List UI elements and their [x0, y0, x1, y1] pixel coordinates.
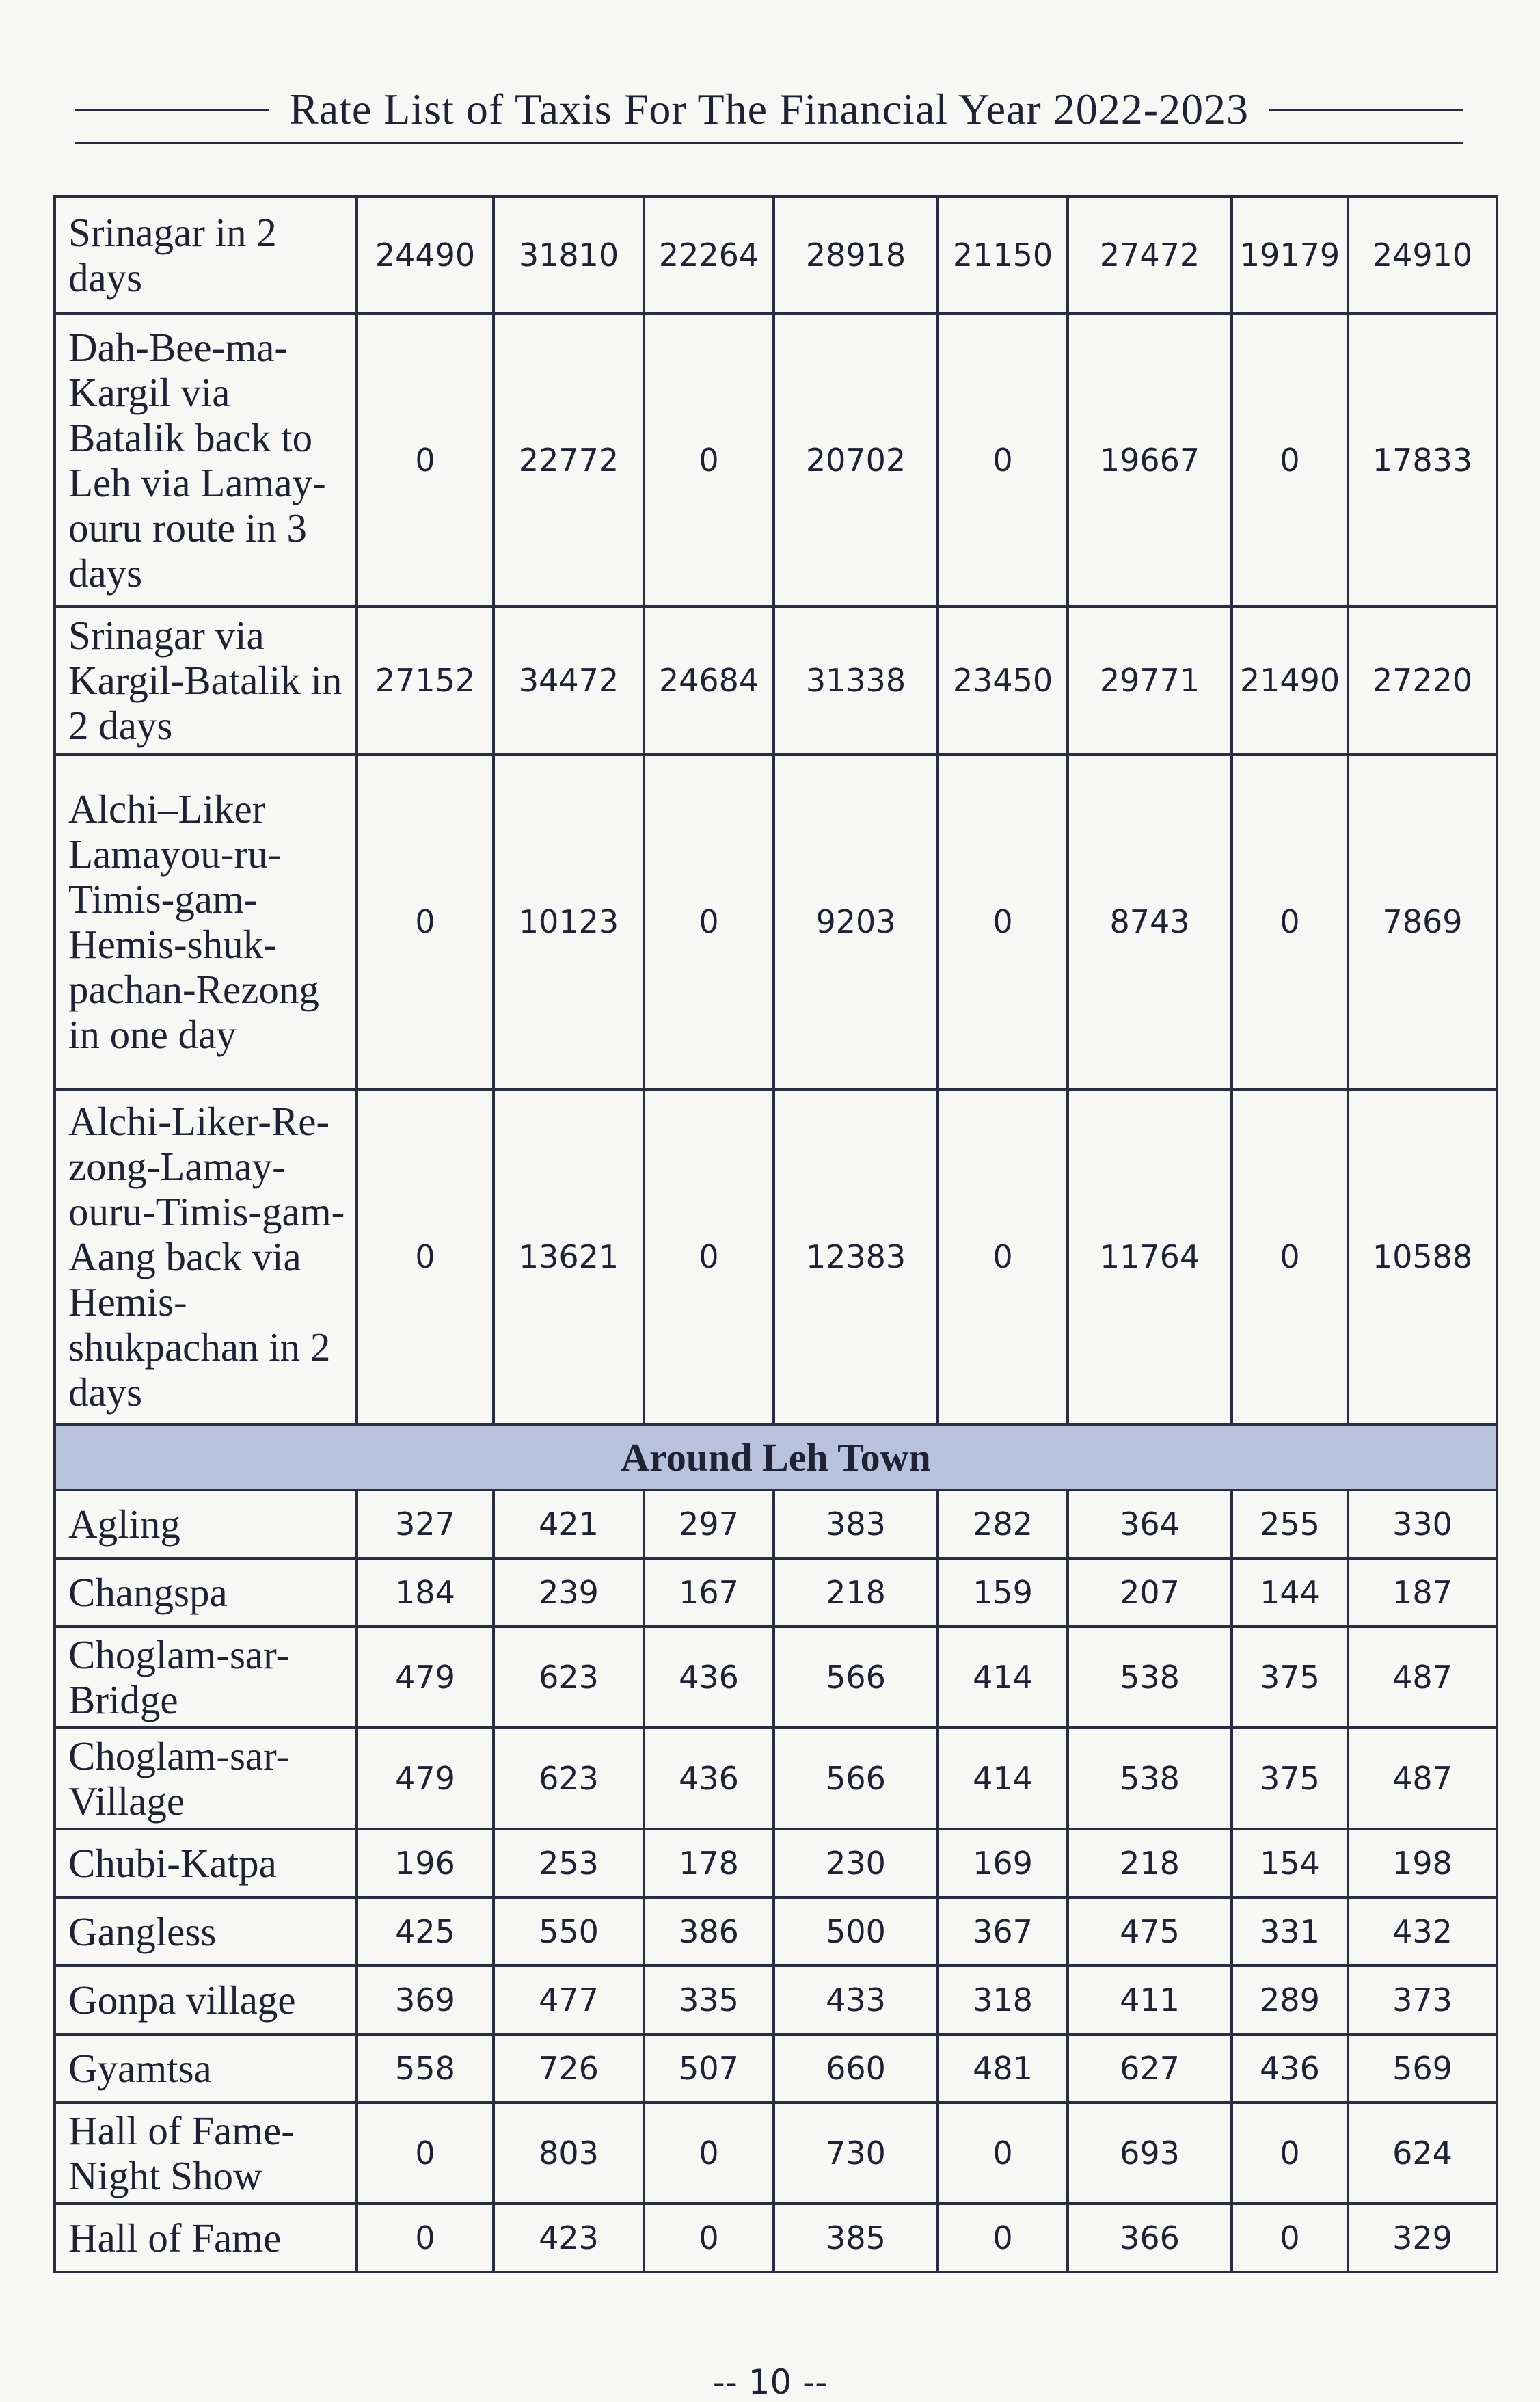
fare-cell: 318: [938, 1966, 1068, 2034]
fare-cell: 22264: [644, 196, 774, 314]
table-row: [55, 606, 1497, 754]
fare-cell: 479: [357, 1627, 494, 1728]
fare-cell: 558: [357, 2034, 494, 2103]
page-number: -- 10 --: [712, 2362, 828, 2402]
fare-cell: 10588: [1348, 1089, 1497, 1424]
fare-cell: 0: [1232, 2204, 1348, 2272]
table-row: [55, 2034, 1497, 2103]
fare-cell: 693: [1068, 2103, 1232, 2204]
fare-cell: 10123: [494, 754, 644, 1089]
fare-cell: 627: [1068, 2034, 1232, 2103]
fare-cell: 0: [644, 2204, 774, 2272]
header-rule-left: [75, 109, 269, 111]
fare-cell: 0: [938, 314, 1068, 606]
fare-cell: 12383: [774, 1089, 938, 1424]
fare-cell: 500: [774, 1897, 938, 1966]
fare-cell: 159: [938, 1558, 1068, 1627]
fare-cell: 364: [1068, 1490, 1232, 1558]
fare-cell: 24490: [357, 196, 494, 314]
fare-cell: 22772: [494, 314, 644, 606]
fare-cell: 425: [357, 1897, 494, 1966]
fare-cell: 487: [1348, 1728, 1497, 1829]
fare-cell: 21150: [938, 196, 1068, 314]
fare-cell: 477: [494, 1966, 644, 2034]
fare-cell: 383: [774, 1490, 938, 1558]
fare-cell: 569: [1348, 2034, 1497, 2103]
fare-cell: 538: [1068, 1728, 1232, 1829]
route-name: Agling: [55, 1490, 357, 1558]
fare-cell: 436: [644, 1728, 774, 1829]
fare-cell: 184: [357, 1558, 494, 1627]
fare-cell: 23450: [938, 606, 1068, 754]
fare-cell: 623: [494, 1728, 644, 1829]
fare-cell: 373: [1348, 1966, 1497, 2034]
fare-cell: 421: [494, 1490, 644, 1558]
fare-cell: 0: [1232, 2103, 1348, 2204]
page-title: Rate List of Taxis For The Financial Year 2022-2023: [289, 85, 1249, 133]
fare-cell: 369: [357, 1966, 494, 2034]
fare-cell: 154: [1232, 1829, 1348, 1897]
fare-cell: 230: [774, 1829, 938, 1897]
fare-cell: 289: [1232, 1966, 1348, 2034]
fare-cell: 375: [1232, 1627, 1348, 1728]
section-row: [55, 1424, 1497, 1490]
fare-cell: 423: [494, 2204, 644, 2272]
fare-cell: 7869: [1348, 754, 1497, 1089]
fare-cell: 0: [357, 2103, 494, 2204]
fare-cell: 432: [1348, 1897, 1497, 1966]
fare-cell: 386: [644, 1897, 774, 1966]
section-title: Around Leh Town: [55, 1424, 1497, 1490]
fare-cell: 178: [644, 1829, 774, 1897]
fare-cell: 253: [494, 1829, 644, 1897]
page-header: [75, 79, 1463, 140]
fare-cell: 0: [357, 2204, 494, 2272]
route-name: Gangless: [55, 1897, 357, 1966]
table-row: [55, 1558, 1497, 1627]
table-row: [55, 2204, 1497, 2272]
fare-cell: 433: [774, 1966, 938, 2034]
table-row: [55, 1829, 1497, 1897]
route-name: Srinagar in 2 days: [55, 196, 357, 314]
fare-cell: 0: [1232, 754, 1348, 1089]
fare-cell: 330: [1348, 1490, 1497, 1558]
fare-cell: 566: [774, 1728, 938, 1829]
header-rule-right: [1269, 109, 1463, 111]
fare-cell: 367: [938, 1897, 1068, 1966]
route-name: Hall of Fame: [55, 2204, 357, 2272]
fare-cell: 0: [938, 754, 1068, 1089]
fare-cell: 414: [938, 1728, 1068, 1829]
fare-cell: 730: [774, 2103, 938, 2204]
fare-cell: 481: [938, 2034, 1068, 2103]
fare-cell: 0: [357, 1089, 494, 1424]
fare-cell: 31810: [494, 196, 644, 314]
fare-cell: 327: [357, 1490, 494, 1558]
fare-cell: 414: [938, 1627, 1068, 1728]
fare-cell: 726: [494, 2034, 644, 2103]
fare-cell: 19667: [1068, 314, 1232, 606]
fare-cell: 29771: [1068, 606, 1232, 754]
fare-cell: 144: [1232, 1558, 1348, 1627]
fare-cell: 255: [1232, 1490, 1348, 1558]
fare-cell: 198: [1348, 1829, 1497, 1897]
header-underline: [75, 142, 1463, 144]
route-name: Srinagar via Kargil-Batalik in 2 days: [55, 606, 357, 754]
table-row: [55, 1728, 1497, 1829]
fare-cell: 27472: [1068, 196, 1232, 314]
fare-cell: 11764: [1068, 1089, 1232, 1424]
fare-cell: 167: [644, 1558, 774, 1627]
table-row: [55, 1966, 1497, 2034]
fare-cell: 436: [644, 1627, 774, 1728]
fare-cell: 17833: [1348, 314, 1497, 606]
section-rows: [55, 1424, 1497, 1490]
fare-cell: 385: [774, 2204, 938, 2272]
fare-cell: 335: [644, 1966, 774, 2034]
route-name: Gyamtsa: [55, 2034, 357, 2103]
route-name: Dah-Bee-ma-Kargil via Batalik back to Leh via Lamay-ouru route in 3 days: [55, 314, 357, 606]
table-row: [55, 1490, 1497, 1558]
fare-cell: 329: [1348, 2204, 1497, 2272]
fare-cell: 0: [357, 754, 494, 1089]
fare-cell: 8743: [1068, 754, 1232, 1089]
fare-cell: 0: [357, 314, 494, 606]
fare-cell: 24684: [644, 606, 774, 754]
route-name: Gonpa village: [55, 1966, 357, 2034]
fare-cell: 0: [644, 2103, 774, 2204]
fare-cell: 297: [644, 1490, 774, 1558]
table-row: [55, 1627, 1497, 1728]
fare-cell: 21490: [1232, 606, 1348, 754]
fare-cell: 0: [938, 2103, 1068, 2204]
fare-cell: 28918: [774, 196, 938, 314]
fare-cell: 0: [644, 1089, 774, 1424]
fare-cell: 239: [494, 1558, 644, 1627]
fare-cell: 475: [1068, 1897, 1232, 1966]
fare-cell: 27220: [1348, 606, 1497, 754]
fare-cell: 196: [357, 1829, 494, 1897]
fare-cell: 187: [1348, 1558, 1497, 1627]
table-row: [55, 1089, 1497, 1424]
fare-cell: 507: [644, 2034, 774, 2103]
fare-cell: 566: [774, 1627, 938, 1728]
fare-cell: 624: [1348, 2103, 1497, 2204]
rate-table: [53, 195, 1498, 2273]
fare-cell: 9203: [774, 754, 938, 1089]
fare-cell: 169: [938, 1829, 1068, 1897]
table-row: [55, 2103, 1497, 2204]
route-rows: [55, 196, 1497, 1424]
fare-cell: 20702: [774, 314, 938, 606]
fare-cell: 207: [1068, 1558, 1232, 1627]
fare-cell: 282: [938, 1490, 1068, 1558]
fare-cell: 19179: [1232, 196, 1348, 314]
fare-cell: 13621: [494, 1089, 644, 1424]
route-name: Alchi–Liker Lamayou-ru-Timis-gam-Hemis-shuk-pachan-Rezong in one day: [55, 754, 357, 1089]
fare-cell: 660: [774, 2034, 938, 2103]
fare-cell: 487: [1348, 1627, 1497, 1728]
fare-cell: 436: [1232, 2034, 1348, 2103]
table-row: [55, 754, 1497, 1089]
fare-cell: 538: [1068, 1627, 1232, 1728]
fare-cell: 0: [938, 1089, 1068, 1424]
table-row: [55, 314, 1497, 606]
fare-cell: 0: [1232, 314, 1348, 606]
route-name: Chubi-Katpa: [55, 1829, 357, 1897]
fare-cell: 550: [494, 1897, 644, 1966]
route-name: Alchi-Liker-Re-zong-Lamay-ouru-Timis-gam-Aang back via Hemis-shukpachan in 2 days: [55, 1089, 357, 1424]
fare-cell: 0: [938, 2204, 1068, 2272]
fare-cell: 375: [1232, 1728, 1348, 1829]
fare-cell: 0: [644, 754, 774, 1089]
route-name: Hall of Fame-Night Show: [55, 2103, 357, 2204]
fare-cell: 34472: [494, 606, 644, 754]
fare-cell: 0: [1232, 1089, 1348, 1424]
town-rows: [55, 1490, 1497, 2272]
fare-cell: 331: [1232, 1897, 1348, 1966]
fare-cell: 366: [1068, 2204, 1232, 2272]
route-name: Changspa: [55, 1558, 357, 1627]
fare-cell: 27152: [357, 606, 494, 754]
fare-cell: 479: [357, 1728, 494, 1829]
fare-cell: 31338: [774, 606, 938, 754]
route-name: Choglam-sar-Village: [55, 1728, 357, 1829]
fare-cell: 623: [494, 1627, 644, 1728]
route-name: Choglam-sar-Bridge: [55, 1627, 357, 1728]
table-row: [55, 196, 1497, 314]
table-row: [55, 1897, 1497, 1966]
fare-cell: 0: [644, 314, 774, 606]
fare-cell: 218: [774, 1558, 938, 1627]
fare-cell: 218: [1068, 1829, 1232, 1897]
fare-cell: 803: [494, 2103, 644, 2204]
fare-cell: 24910: [1348, 196, 1497, 314]
fare-cell: 411: [1068, 1966, 1232, 2034]
